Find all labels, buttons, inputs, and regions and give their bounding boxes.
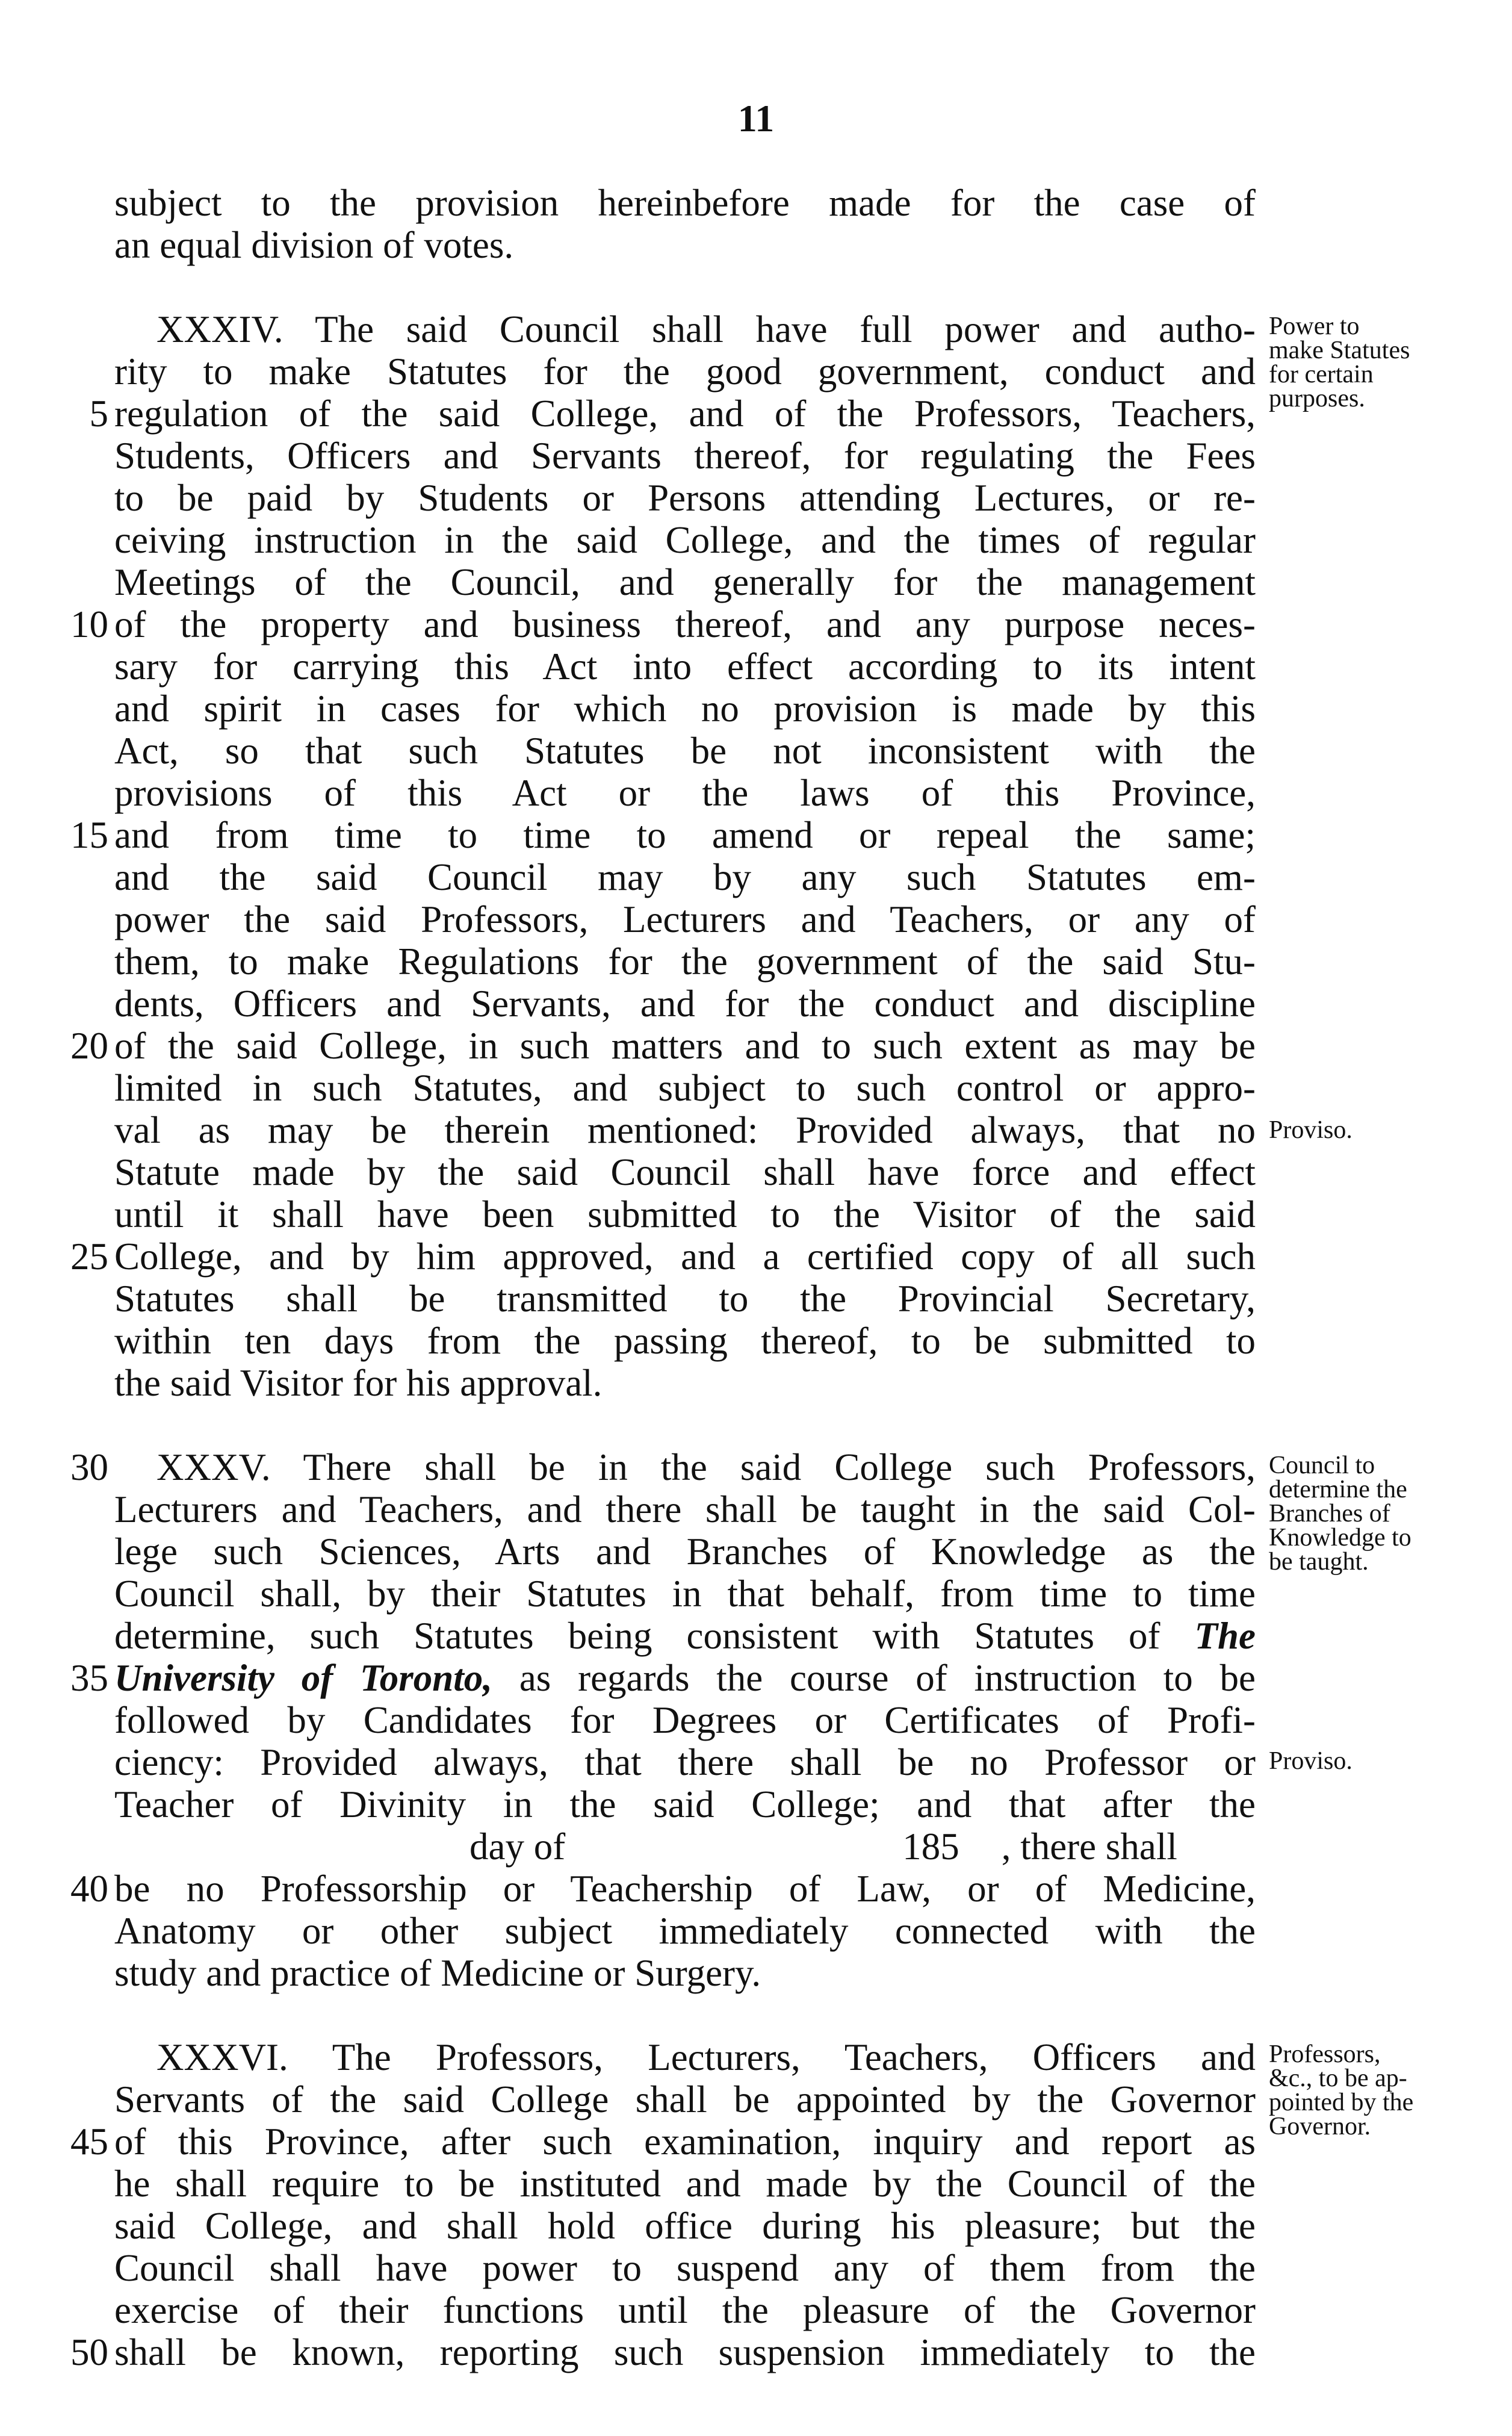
margin-note-line: Professors, (1269, 2040, 1381, 2068)
text-line: exercise of their functions until the pleasure of the Governor (114, 2289, 1256, 2331)
section-heading-line: XXXIV. The said Council shall have full power and autho- (156, 308, 1256, 350)
margin-note-line: be taught. (1269, 1548, 1369, 1576)
text-line: of this Province, after such examination, inquiry and report as (114, 2121, 1256, 2163)
text-line: Anatomy or other subject immediately connected with the (114, 1910, 1256, 1952)
section-heading-line: XXXVI. The Professors, Lecturers, Teachers, Officers and (156, 2036, 1256, 2078)
line-number: 15 (70, 814, 108, 856)
line-number: 20 (70, 1025, 108, 1067)
margin-note-line: Power to (1269, 312, 1360, 340)
text-line: followed by Candidates for Degrees or Certificates of Profi- (114, 1699, 1256, 1741)
text-line: ciency: Provided always, that there shall be no Professor or (114, 1741, 1256, 1783)
text-line: an equal division of votes. (114, 224, 514, 266)
text-line: he shall require to be instituted and made by the Council of the (114, 2163, 1256, 2205)
text-line: Servants of the said College shall be appointed by the Governor (114, 2078, 1256, 2121)
text-line: Statute made by the said Council shall have force and effect (114, 1151, 1256, 1193)
line-number: 25 (70, 1235, 108, 1278)
text-line: Council shall, by their Statutes in that behalf, from time to time (114, 1573, 1256, 1615)
text-line: of the said College, in such matters and to such extent as may be (114, 1025, 1256, 1067)
line-number: 40 (70, 1868, 108, 1910)
text-line-blank-date (469, 1825, 1256, 1868)
margin-note-line: Proviso. (1269, 1116, 1352, 1144)
margin-note-line: make Statutes (1269, 337, 1410, 364)
text-line: Act, so that such Statutes be not inconsistent with the (114, 730, 1256, 772)
margin-note-line: Knowledge to (1269, 1524, 1411, 1552)
margin-note-line: &c., to be ap- (1269, 2065, 1407, 2092)
text-line: of the property and business thereof, and any purpose neces- (114, 603, 1256, 645)
text-line: ceiving instruction in the said College, and the times of regular (114, 519, 1256, 561)
text-line: and from time to time to amend or repeal the same; (114, 814, 1256, 856)
text-line: them, to make Regulations for the government of the said Stu- (114, 940, 1256, 983)
text-line: College, and by him approved, and a certified copy of all such (114, 1235, 1256, 1278)
margin-note-council-to-determine (1269, 1453, 1486, 1574)
margin-note-line: purposes. (1269, 385, 1365, 412)
text-line: to be paid by Students or Persons attending Lectures, or re- (114, 477, 1256, 519)
text-line (114, 1657, 1256, 1699)
text-line: the said Visitor for his approval. (114, 1362, 603, 1404)
margin-note-line: determine the (1269, 1476, 1407, 1503)
margin-note-line: Proviso. (1269, 1747, 1352, 1775)
text-line: said College, and shall hold office during his pleasure; but the (114, 2205, 1256, 2247)
margin-note-proviso (1269, 1749, 1486, 1773)
margin-note-line: Branches of (1269, 1500, 1390, 1527)
margin-note-line: Council to (1269, 1452, 1375, 1479)
text-line: Council shall have power to suspend any of them from the (114, 2247, 1256, 2289)
italic-text: University of Toronto, (114, 1657, 493, 1699)
page-number: 11 (737, 97, 775, 140)
line-number: 30 (70, 1446, 108, 1488)
text-segment: , there shall (1001, 1825, 1177, 1868)
italic-text: The (1194, 1615, 1256, 1657)
text-line: Teacher of Divinity in the said College; and that after the (114, 1783, 1256, 1825)
line-number: 50 (70, 2331, 108, 2373)
text-line: be no Professorship or Teachership of Law, or of Medicine, (114, 1868, 1256, 1910)
text-line: rity to make Statutes for the good government, conduct and (114, 350, 1256, 393)
text-line: Lecturers and Teachers, and there shall be taught in the said Col- (114, 1488, 1256, 1530)
margin-note-professors-appointed (1269, 2042, 1486, 2139)
text-line: power the said Professors, Lecturers and Teachers, or any of (114, 898, 1256, 940)
text-line (114, 1615, 1256, 1657)
text-line: provisions of this Act or the laws of this Province, (114, 772, 1256, 814)
text-line: shall be known, reporting such suspension immediately to the (114, 2331, 1256, 2373)
text-line: Students, Officers and Servants thereof, for regulating the Fees (114, 435, 1256, 477)
line-number: 5 (89, 393, 108, 435)
margin-note-line: Governor. (1269, 2113, 1371, 2140)
text-line: and spirit in cases for which no provision is made by this (114, 688, 1256, 730)
margin-note-proviso (1269, 1118, 1486, 1142)
line-number: 35 (70, 1657, 108, 1699)
margin-note-line: pointed by the (1269, 2089, 1414, 2116)
text-line: Statutes shall be transmitted to the Provincial Secretary, (114, 1278, 1256, 1320)
text-line: sary for carrying this Act into effect according to its intent (114, 645, 1256, 688)
text-line: study and practice of Medicine or Surgery. (114, 1952, 761, 1994)
text-line: subject to the provision hereinbefore made for the case of (114, 182, 1256, 224)
text-line: until it shall have been submitted to the Visitor of the said (114, 1193, 1256, 1235)
text-line: regulation of the said College, and of the Professors, Teachers, (114, 393, 1256, 435)
text-line: val as may be therein mentioned: Provided always, that no (114, 1109, 1256, 1151)
line-number: 45 (70, 2121, 108, 2163)
section-heading-line: XXXV. There shall be in the said College such Professors, (156, 1446, 1256, 1488)
text-segment: day of (469, 1825, 566, 1868)
margin-note-line: for certain (1269, 361, 1374, 388)
text-line: lege such Sciences, Arts and Branches of Knowledge as the (114, 1530, 1256, 1573)
text-line: Meetings of the Council, and generally for the management (114, 561, 1256, 603)
text-line: dents, Officers and Servants, and for the conduct and discipline (114, 983, 1256, 1025)
text-segment: determine, such Statutes being consistent with Statutes of (114, 1615, 1160, 1657)
text-line: within ten days from the passing thereof, to be submitted to (114, 1320, 1256, 1362)
text-segment: as regards the course of instruction to be (519, 1657, 1256, 1699)
line-number: 10 (70, 603, 108, 645)
text-line: and the said Council may by any such Statutes em- (114, 856, 1256, 898)
year-field: 185 (902, 1825, 959, 1868)
text-line: limited in such Statutes, and subject to such control or appro- (114, 1067, 1256, 1109)
margin-note-power-to-make-statutes (1269, 314, 1486, 411)
